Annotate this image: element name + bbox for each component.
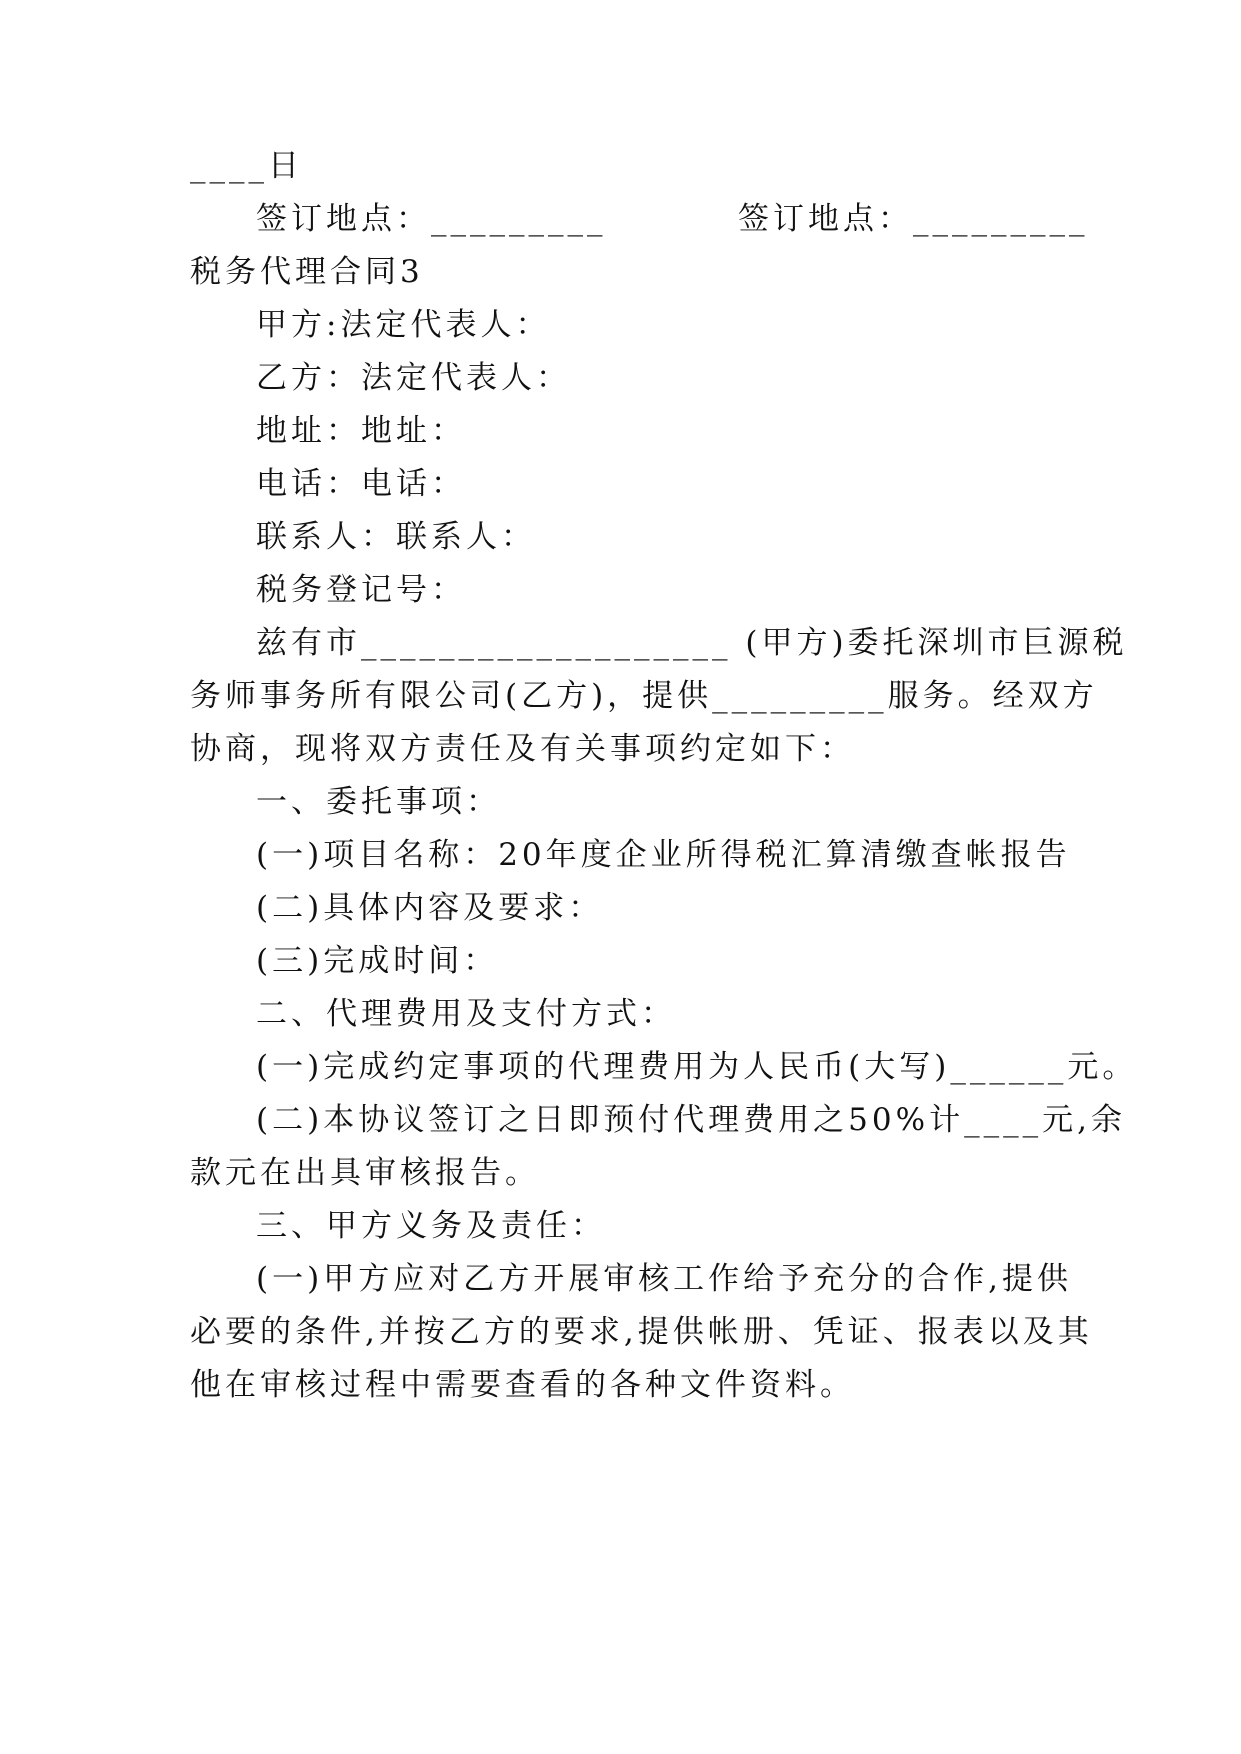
signing-place-left: 签订地点：_________	[256, 201, 607, 237]
paragraph-intro-line-2: 务师事务所有限公司(乙方)，提供_________服务。经双方	[190, 678, 1098, 714]
paragraph-intro-line-1: 兹有市___________________ (甲方)委托深圳市巨源税	[256, 625, 1128, 661]
section-2-item-1: (一)完成约定事项的代理费用为人民币(大写)______元。	[256, 1049, 1138, 1085]
section-3-heading: 三、甲方义务及责任：	[256, 1208, 606, 1244]
section-1-heading: 一、委托事项：	[256, 784, 501, 820]
address-line: 地址：地址：	[256, 413, 466, 449]
section-1-item-2: (二)具体内容及要求：	[256, 890, 604, 926]
section-3-item-1-line-1: (一)甲方应对乙方开展审核工作给予充分的合作,提供	[256, 1261, 1073, 1297]
party-b-line: 乙方：法定代表人：	[256, 360, 571, 396]
contract-title: 税务代理合同3	[190, 254, 424, 290]
paragraph-intro-line-3: 协商，现将双方责任及有关事项约定如下：	[190, 731, 855, 767]
section-2-heading: 二、代理费用及支付方式：	[256, 996, 676, 1032]
section-2-item-2-line-2: 款元在出具审核报告。	[190, 1155, 540, 1191]
section-1-item-1: (一)项目名称：20年度企业所得税汇算清缴查帐报告	[256, 837, 1071, 873]
phone-line: 电话：电话：	[256, 466, 466, 502]
signing-place-right: 签订地点：_________	[738, 201, 1089, 237]
section-1-item-3: (三)完成时间：	[256, 943, 499, 979]
contact-line: 联系人：联系人：	[256, 519, 536, 555]
tax-registration-line: 税务登记号：	[256, 572, 466, 608]
party-a-line: 甲方:法定代表人：	[256, 307, 551, 343]
section-3-item-1-line-2: 必要的条件,并按乙方的要求,提供帐册、凭证、报表以及其	[190, 1314, 1093, 1350]
section-3-item-1-line-3: 他在审核过程中需要查看的各种文件资料。	[190, 1367, 855, 1403]
section-2-item-2-line-1: (二)本协议签订之日即预付代理费用之50%计____元,余	[256, 1102, 1126, 1138]
date-day-line: ____日	[190, 148, 303, 184]
